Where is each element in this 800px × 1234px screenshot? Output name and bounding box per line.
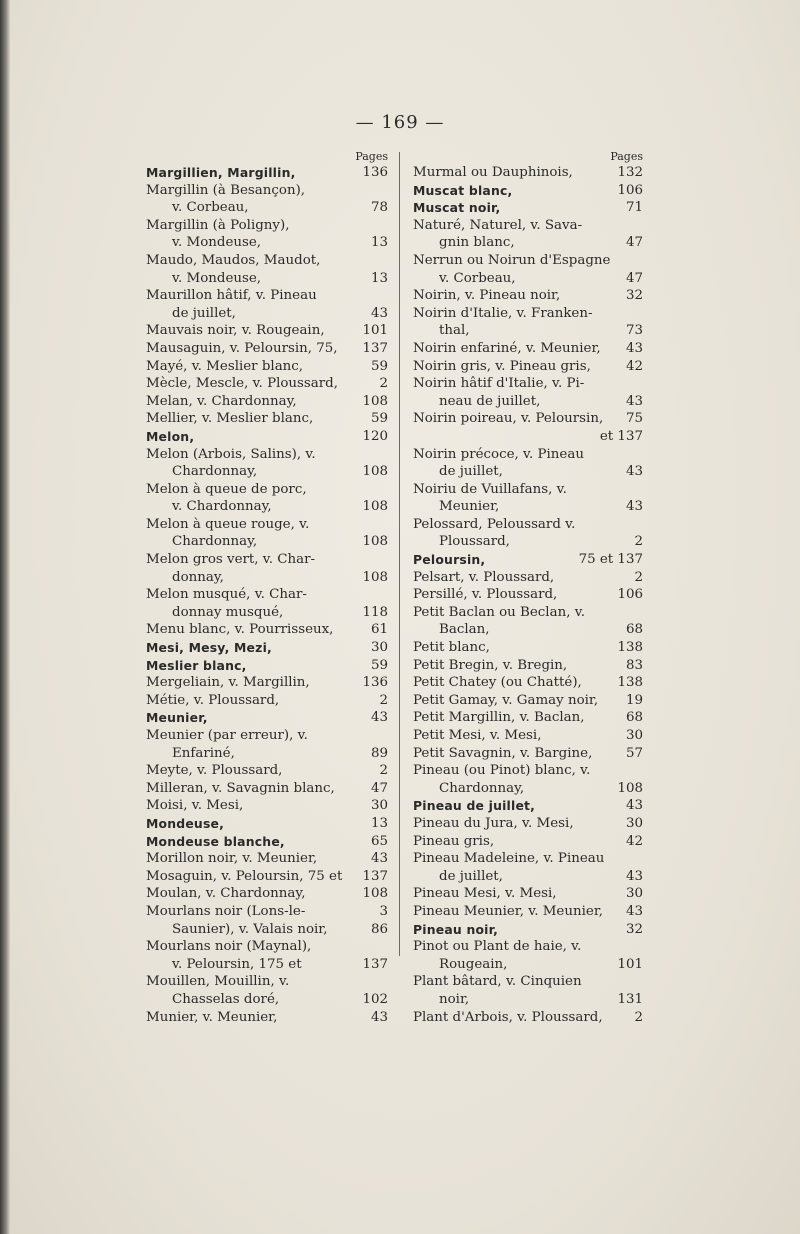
- index-entry: [413, 956, 645, 974]
- entry-page-ref: 30: [370, 640, 388, 656]
- entry-text: Petit Gamay, v. Gamay noir,: [413, 692, 599, 708]
- entry-page-ref: 30: [625, 728, 643, 743]
- index-entry: [413, 533, 645, 551]
- index-entry: [146, 551, 390, 569]
- entry-page-ref: 59: [370, 358, 388, 374]
- index-entry: [413, 621, 645, 639]
- entry-text: Menu blanc, v. Pourrisseux,: [146, 622, 334, 638]
- entry-text: Plant bâtard, v. Cinquien: [413, 974, 582, 990]
- index-entry: [413, 604, 645, 622]
- entry-text: Naturé, Naturel, v. Sava-: [413, 217, 583, 233]
- entry-page-ref: 89: [370, 745, 388, 761]
- entry-page-ref: 59: [370, 411, 388, 427]
- index-entry: [413, 762, 645, 780]
- entry-text: Petit Mesi, v. Mesi,: [413, 728, 542, 743]
- index-entry: [413, 709, 645, 727]
- entry-page-ref: 75: [625, 411, 643, 427]
- entry-text: Melon à queue rouge, v.: [146, 516, 310, 532]
- pages-header: Pages: [610, 150, 643, 163]
- index-entry: [146, 1009, 390, 1027]
- entry-page-ref: 73: [625, 323, 643, 339]
- index-entry: [413, 322, 645, 340]
- entry-page-ref: 2: [634, 534, 643, 550]
- entry-text: Pineau noir,: [413, 921, 499, 937]
- index-entry: [413, 305, 645, 323]
- entry-page-ref: 47: [370, 780, 388, 796]
- entry-page-ref: 108: [362, 499, 388, 515]
- index-entry: [413, 938, 645, 956]
- entry-text: Mosaguin, v. Peloursin, 75 et: [146, 868, 343, 884]
- index-entry: [413, 375, 645, 393]
- entry-page-ref: 43: [625, 393, 643, 409]
- entry-text: Chardonnay,: [439, 780, 525, 796]
- index-entry: [146, 639, 390, 657]
- index-entry: [146, 903, 390, 921]
- entry-page-ref: 131: [617, 991, 643, 1007]
- index-entry: [146, 956, 390, 974]
- index-entry: [413, 446, 645, 464]
- entry-text: Mondeuse,: [146, 815, 225, 831]
- index-entry: [146, 498, 390, 516]
- entry-page-ref: 57: [625, 745, 643, 761]
- entry-text: Petit Margillin, v. Baclan,: [413, 710, 585, 726]
- entry-text: Petit Chatey (ou Chatté),: [413, 675, 582, 691]
- index-entry: [146, 815, 390, 833]
- entry-text: Melon à queue de porc,: [146, 481, 307, 497]
- index-entry: [146, 322, 390, 340]
- entry-text: Meunier (par erreur), v.: [146, 728, 308, 743]
- entry-text: Noiriu de Vuillafans, v.: [413, 481, 567, 497]
- index-entry: [146, 199, 390, 217]
- entry-text: Chasselas doré,: [172, 991, 280, 1007]
- pages-header: Pages: [355, 150, 388, 163]
- entry-page-ref: 30: [370, 798, 388, 814]
- entry-text: Pinot ou Plant de haie, v.: [413, 939, 582, 955]
- index-column-right: [413, 150, 645, 1026]
- index-entry: [413, 234, 645, 252]
- entry-text: Melan, v. Chardonnay,: [146, 393, 297, 409]
- index-column-left: [146, 150, 390, 1026]
- entry-page-ref: 101: [362, 323, 388, 339]
- index-entry: [146, 833, 390, 851]
- entry-text: Chardonnay,: [172, 464, 258, 480]
- entry-page-ref: 132: [617, 165, 643, 180]
- index-entry: [146, 463, 390, 481]
- entry-text: Noirin, v. Pineau noir,: [413, 288, 561, 304]
- entry-page-ref: 42: [625, 833, 643, 849]
- entry-page-ref: 65: [370, 833, 388, 849]
- index-entry: [146, 305, 390, 323]
- index-entry: [146, 375, 390, 393]
- index-entry: [146, 973, 390, 991]
- entry-text: Pineau Meunier, v. Meunier,: [413, 903, 604, 919]
- entry-text: Pineau Mesi, v. Mesi,: [413, 886, 557, 902]
- index-entry: [413, 182, 645, 200]
- index-entry: [146, 164, 390, 182]
- entry-text: Mourlans noir (Maynal),: [146, 939, 312, 955]
- index-entry: [413, 692, 645, 710]
- entry-text: Persillé, v. Ploussard,: [413, 587, 558, 603]
- entry-text: Mellier, v. Meslier blanc,: [146, 411, 314, 427]
- index-entry: [146, 727, 390, 745]
- index-entry: [413, 516, 645, 534]
- book-binding-edge: [0, 0, 10, 1234]
- index-entry: [413, 217, 645, 235]
- page-paper: [10, 0, 800, 1234]
- entry-text: Ploussard,: [439, 534, 510, 550]
- index-entry: [146, 692, 390, 710]
- entry-page-ref: 32: [625, 921, 643, 937]
- entry-text: Mayé, v. Meslier blanc,: [146, 358, 304, 374]
- entry-text: Muscat noir,: [413, 200, 501, 216]
- entry-text: Margillien, Margillin,: [146, 165, 296, 180]
- entry-page-ref: 102: [362, 991, 388, 1007]
- entry-text: v. Mondeuse,: [172, 235, 262, 251]
- index-entry: [413, 991, 645, 1009]
- entry-page-ref: 86: [370, 921, 388, 937]
- index-entry: [146, 182, 390, 200]
- entry-page-ref: 101: [617, 956, 643, 972]
- index-entry: [413, 569, 645, 587]
- index-entry: [413, 674, 645, 692]
- entry-page-ref: 106: [617, 182, 643, 198]
- index-entry: [413, 727, 645, 745]
- index-entry: [146, 745, 390, 763]
- entry-page-ref: 43: [625, 340, 643, 356]
- index-entry: [413, 797, 645, 815]
- entry-text: Noirin poireau, v. Peloursin,: [413, 411, 604, 427]
- index-entry: [146, 868, 390, 886]
- index-entry: [413, 921, 645, 939]
- entry-page-ref: 68: [625, 710, 643, 726]
- index-entry: [413, 287, 645, 305]
- entry-text: de juillet,: [439, 868, 503, 884]
- index-entry: [413, 358, 645, 376]
- entry-text: Meslier blanc,: [146, 657, 247, 673]
- index-entry: [146, 393, 390, 411]
- entry-text: donnay musqué,: [172, 604, 284, 620]
- entry-page-ref: 43: [625, 868, 643, 884]
- entry-page-ref: 71: [625, 200, 643, 216]
- entry-text: v. Peloursin, 175 et: [172, 956, 302, 972]
- entry-text: v. Mondeuse,: [172, 270, 262, 286]
- entry-page-ref: 61: [370, 622, 388, 638]
- index-entry: [413, 657, 645, 675]
- index-entry: [146, 481, 390, 499]
- entry-text: v. Corbeau,: [172, 200, 249, 216]
- entry-text: Petit Bregin, v. Bregin,: [413, 657, 568, 673]
- index-entry: [413, 551, 645, 569]
- entry-text: Pineau du Jura, v. Mesi,: [413, 815, 574, 831]
- entry-text: Milleran, v. Savagnin blanc,: [146, 780, 335, 796]
- index-entry: [146, 850, 390, 868]
- entry-page-ref: 138: [617, 640, 643, 656]
- index-entry: [146, 516, 390, 534]
- entry-page-ref: 108: [362, 464, 388, 480]
- entry-page-ref: et 137: [599, 428, 643, 444]
- entry-text: Noirin d'Italie, v. Franken-: [413, 305, 593, 321]
- entry-text: Petit blanc,: [413, 640, 490, 656]
- entry-text: Noirin enfariné, v. Meunier,: [413, 340, 601, 356]
- entry-text: Petit Savagnin, v. Bargine,: [413, 745, 593, 761]
- entry-page-ref: 43: [625, 499, 643, 515]
- entry-text: Pelsart, v. Ploussard,: [413, 569, 555, 585]
- entry-page-ref: 137: [362, 868, 388, 884]
- index-entry: [413, 903, 645, 921]
- index-entry: [413, 815, 645, 833]
- entry-page-ref: 83: [625, 657, 643, 673]
- entry-text: Pineau (ou Pinot) blanc, v.: [413, 763, 591, 779]
- entry-page-ref: 120: [362, 428, 388, 444]
- entry-text: Mergeliain, v. Margillin,: [146, 675, 310, 691]
- entry-text: noir,: [439, 991, 470, 1007]
- index-entry: [146, 446, 390, 464]
- index-entry: [413, 199, 645, 217]
- entry-text: Mesi, Mesy, Mezi,: [146, 640, 272, 656]
- index-entry: [413, 252, 645, 270]
- entry-text: Melon,: [146, 428, 195, 444]
- index-entry: [146, 938, 390, 956]
- entry-text: Margillin (à Poligny),: [146, 217, 290, 233]
- entry-page-ref: 2: [379, 692, 388, 708]
- index-entry: [146, 657, 390, 675]
- entry-page-ref: 108: [617, 780, 643, 796]
- index-entry: [146, 270, 390, 288]
- entry-text: Pineau gris,: [413, 833, 495, 849]
- entry-text: Muscat blanc,: [413, 182, 513, 198]
- index-entry: [413, 586, 645, 604]
- entry-text: Melon (Arbois, Salins), v.: [146, 446, 316, 462]
- entry-page-ref: 30: [625, 886, 643, 902]
- index-entry: [413, 745, 645, 763]
- entry-text: thal,: [439, 323, 470, 339]
- entry-text: Baclan,: [439, 622, 490, 638]
- entry-text: Moisi, v. Mesi,: [146, 798, 244, 814]
- entry-page-ref: 30: [625, 815, 643, 831]
- entry-page-ref: 42: [625, 358, 643, 374]
- entry-page-ref: 3: [379, 903, 388, 919]
- index-entry: [413, 498, 645, 516]
- index-entry: [413, 393, 645, 411]
- index-entry: [146, 252, 390, 270]
- index-entry: [413, 463, 645, 481]
- entry-text: Mauvais noir, v. Rougeain,: [146, 323, 325, 339]
- entry-page-ref: 75 et 137: [578, 552, 643, 568]
- index-entry: [146, 674, 390, 692]
- entry-page-ref: 13: [370, 235, 388, 251]
- entry-page-ref: 43: [625, 464, 643, 480]
- entry-text: Saunier), v. Valais noir,: [172, 921, 328, 937]
- entry-page-ref: 118: [362, 604, 388, 620]
- entry-text: Plant d'Arbois, v. Ploussard,: [413, 1009, 603, 1025]
- index-entry: [146, 797, 390, 815]
- index-entry: [146, 340, 390, 358]
- page-number: — 169 —: [355, 112, 445, 133]
- entry-page-ref: 106: [617, 587, 643, 603]
- index-entry: [413, 973, 645, 991]
- index-entry: [146, 604, 390, 622]
- entry-text: Mondeuse blanche,: [146, 833, 285, 849]
- entry-text: Murmal ou Dauphinois,: [413, 165, 573, 180]
- index-entry: [146, 709, 390, 727]
- entry-text: Petit Baclan ou Beclan, v.: [413, 604, 585, 620]
- entry-text: Noirin gris, v. Pineau gris,: [413, 358, 591, 374]
- entry-text: Mouillen, Mouillin, v.: [146, 974, 290, 990]
- index-entry: [413, 868, 645, 886]
- entry-page-ref: 108: [362, 534, 388, 550]
- entry-page-ref: 2: [379, 376, 388, 392]
- index-entry: [413, 639, 645, 657]
- index-entry: [146, 410, 390, 428]
- entry-page-ref: 108: [362, 886, 388, 902]
- index-entry: [146, 428, 390, 446]
- entry-page-ref: 78: [370, 200, 388, 216]
- entry-text: Munier, v. Meunier,: [146, 1009, 278, 1025]
- entry-text: Maurillon hâtif, v. Pineau: [146, 288, 317, 304]
- entry-text: Noirin hâtif d'Italie, v. Pi-: [413, 376, 585, 392]
- index-entry: [146, 533, 390, 551]
- index-entry: [413, 340, 645, 358]
- index-entry: [146, 762, 390, 780]
- entry-text: Enfariné,: [172, 745, 235, 761]
- entry-text: Noirin précoce, v. Pineau: [413, 446, 584, 462]
- index-entry: [413, 850, 645, 868]
- entry-page-ref: 108: [362, 569, 388, 585]
- entry-page-ref: 59: [370, 657, 388, 673]
- index-entry: [146, 234, 390, 252]
- entry-text: de juillet,: [172, 305, 236, 321]
- entry-text: v. Chardonnay,: [172, 499, 272, 515]
- entry-text: donnay,: [172, 569, 224, 585]
- index-entry: [146, 885, 390, 903]
- entry-text: Pelossard, Peloussard v.: [413, 516, 576, 532]
- index-entry: [413, 428, 645, 446]
- index-entry: [146, 586, 390, 604]
- entry-page-ref: 2: [379, 763, 388, 779]
- entry-page-ref: 137: [362, 956, 388, 972]
- index-entry: [146, 621, 390, 639]
- entry-text: Meyte, v. Ploussard,: [146, 763, 283, 779]
- entry-text: Peloursin,: [413, 552, 486, 568]
- index-entry: [146, 991, 390, 1009]
- entry-text: Margillin (à Besançon),: [146, 182, 306, 198]
- entry-page-ref: 43: [625, 798, 643, 814]
- index-entries-left: [146, 164, 390, 1026]
- entry-text: Mausaguin, v. Peloursin, 75,: [146, 340, 338, 356]
- index-entry: [413, 164, 645, 182]
- entry-text: Rougeain,: [439, 956, 508, 972]
- entry-page-ref: 43: [370, 1009, 388, 1025]
- entry-page-ref: 13: [370, 270, 388, 286]
- index-entry: [146, 287, 390, 305]
- entry-text: gnin blanc,: [439, 235, 515, 251]
- entry-text: Nerrun ou Noirun d'Espagne: [413, 252, 611, 268]
- entry-page-ref: 136: [362, 165, 388, 180]
- entry-page-ref: 43: [370, 851, 388, 867]
- entry-page-ref: 136: [362, 675, 388, 691]
- index-entry: [413, 410, 645, 428]
- index-entry: [146, 921, 390, 939]
- entry-page-ref: 138: [617, 675, 643, 691]
- entry-page-ref: 47: [625, 270, 643, 286]
- entry-text: Mècle, Mescle, v. Ploussard,: [146, 376, 339, 392]
- entry-text: Pineau Madeleine, v. Pineau: [413, 851, 605, 867]
- index-entry: [413, 1009, 645, 1027]
- entry-page-ref: 19: [625, 692, 643, 708]
- entry-text: neau de juillet,: [439, 393, 541, 409]
- entry-text: v. Corbeau,: [439, 270, 516, 286]
- column-divider: [399, 152, 400, 956]
- entry-page-ref: 68: [625, 622, 643, 638]
- entry-text: Meunier,: [146, 710, 208, 726]
- entry-page-ref: 43: [370, 305, 388, 321]
- index-entry: [413, 780, 645, 798]
- entry-page-ref: 2: [634, 569, 643, 585]
- entry-text: Meunier,: [439, 499, 500, 515]
- entry-text: Melon gros vert, v. Char-: [146, 552, 316, 568]
- entry-page-ref: 47: [625, 235, 643, 251]
- entry-page-ref: 32: [625, 288, 643, 304]
- entry-page-ref: 13: [370, 815, 388, 831]
- entry-page-ref: 108: [362, 393, 388, 409]
- index-entry: [413, 885, 645, 903]
- entry-text: Pineau de juillet,: [413, 798, 536, 814]
- entry-text: Mourlans noir (Lons-le-: [146, 903, 306, 919]
- index-entry: [146, 358, 390, 376]
- entry-text: Morillon noir, v. Meunier,: [146, 851, 318, 867]
- entry-text: Moulan, v. Chardonnay,: [146, 886, 306, 902]
- index-entry: [146, 569, 390, 587]
- entry-text: Métie, v. Ploussard,: [146, 692, 280, 708]
- index-entry: [413, 481, 645, 499]
- entry-page-ref: 43: [370, 710, 388, 726]
- entry-text: Chardonnay,: [172, 534, 258, 550]
- entry-text: Melon musqué, v. Char-: [146, 587, 307, 603]
- index-entry: [413, 270, 645, 288]
- entry-text: Maudo, Maudos, Maudot,: [146, 252, 321, 268]
- index-entry: [146, 217, 390, 235]
- entry-page-ref: 137: [362, 340, 388, 356]
- index-entry: [146, 780, 390, 798]
- entry-text: de juillet,: [439, 464, 503, 480]
- index-entry: [413, 833, 645, 851]
- entry-page-ref: 43: [625, 903, 643, 919]
- entry-page-ref: 2: [634, 1009, 643, 1025]
- index-entries-right: [413, 164, 645, 1026]
